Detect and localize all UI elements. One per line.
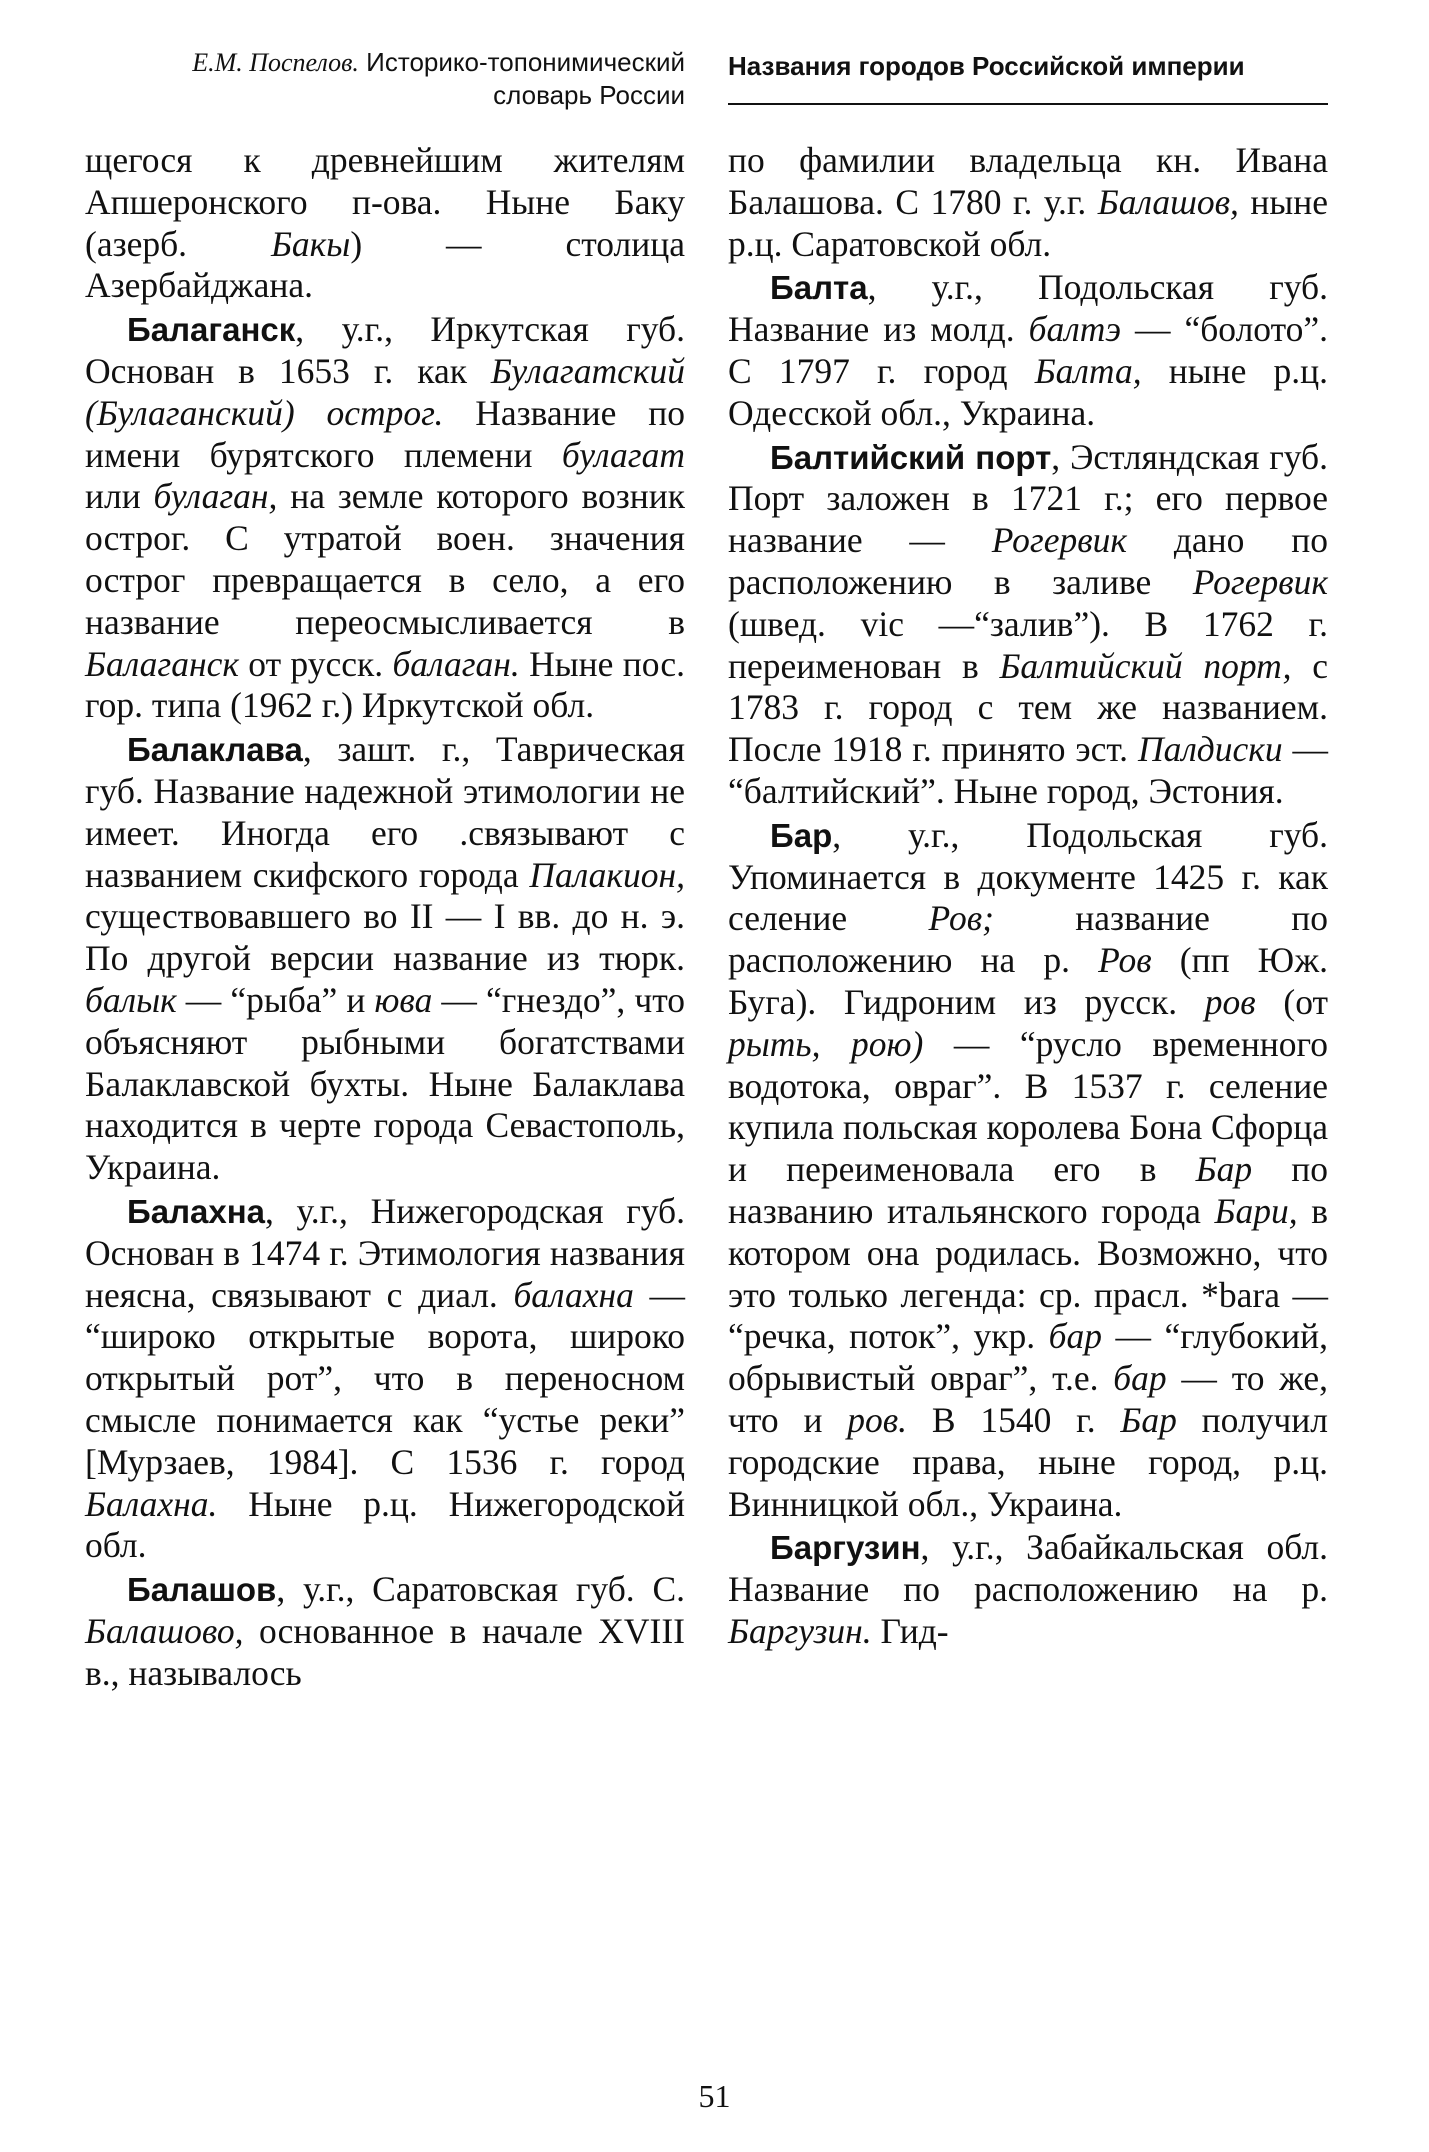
header-book-title-line2: словарь России xyxy=(493,80,685,110)
running-header-left xyxy=(85,46,685,111)
right-column xyxy=(728,140,1328,1655)
entry-baltic-port: Балтийский порт, Эстляндская губ. Порт заложен в 1721 г.; его первое название — Рогервик дано по расположению в заливе Рогервик (швед. vic —“залив”). В 1762 г. переименован в Балтийский порт, с 1783 г. город с тем же названием. После 1918 г. принято эст. Палдиски — “балтийский”. Ныне город, Эстония. xyxy=(728,436,1329,811)
entry-balta: Балта, у.г., Подольская губ. Название из молд. балтэ — “болото”. С 1797 г. город Балта, ныне р.ц. Одесской обл., Украина. xyxy=(728,267,1329,433)
headword: Балахна xyxy=(127,1192,266,1230)
header-book-title-line1: Историко-топонимический xyxy=(366,47,685,77)
running-header-right: Названия городов Российской империи xyxy=(728,51,1245,81)
entry-balagansk: Балаганск, у.г., Иркутская губ. Основан в 1653 г. как Булагатский (Булаганский) острог. Название по имени бурятского племени булагат или булаган, на земле которого возник острог. С утратой воен. значения острог превращается в село, а его название переосмысливается в Балаганск от русск. балаган. Ныне пос. гор. типа (1962 г.) Иркутской обл. xyxy=(85,309,685,726)
header-author: Е.М. Поспелов. xyxy=(192,48,359,77)
page-number: 51 xyxy=(698,2078,731,2114)
entry-balakhna: Балахна, у.г., Нижегородская губ. Основан в 1474 г. Этимология названия неясна, связывают с диал. балахна — “широко открытые ворота, широко открытый рот”, что в переносном смысле понимается как “устье реки” [Мурзаев, 1984]. С 1536 г. город Балахна. Ныне р.ц. Нижегородской обл. xyxy=(85,1190,685,1566)
headword: Балаганск xyxy=(127,311,296,349)
headword: Балта xyxy=(770,269,868,307)
entry-balaklava: Балаклава, зашт. г., Таврическая губ. Название надежной этимологии не имеет. Иногда его .связывают с названием скифского города Палакион, существовавшего во II — I вв. до н. э. По другой версии название из тюрк. балык — “рыба” и юва — “гнездо”, что объясняют рыбными богатствами Балаклавской бухты. Ныне Балаклава находится в черте города Севастополь, Украина. xyxy=(85,729,685,1188)
entry-barguzin: Баргузин, у.г., Забайкальская обл. Название по расположению на р. Баргузин. Гид- xyxy=(728,1527,1328,1651)
headword: Балашов xyxy=(127,1571,277,1609)
left-column xyxy=(85,140,685,1696)
headword: Балтийский порт xyxy=(770,438,1052,476)
headword: Балаклава xyxy=(127,731,303,769)
headword: Баргузин xyxy=(770,1529,921,1567)
continued-entry-balashov: по фамилии владельца кн. Ивана Балашова. С 1780 г. у.г. Балашов, ныне р.ц. Саратовской обл. xyxy=(728,140,1328,264)
header-rule xyxy=(728,103,1328,105)
continued-entry-baku: щегося к древнейшим жителям Апшеронского п-ова. Ныне Баку (азерб. Бакы) — столица Азербайджана. xyxy=(85,140,686,306)
entry-bar: Бар, у.г., Подольская губ. Упоминается в документе 1425 г. как селение Ров; название по расположению на р. Ров (пп Юж. Буга). Гидроним из русск. ров (от рыть, рою) — “русло временного водотока, овраг”. В 1537 г. селение купила польская королева Бона Сфорца и переименовала его в Бар по названию итальянского города Бари, в котором она родилась. Возможно, что это только легенда: ср. прасл. *bara — “речка, поток”, укр. бар — “глубокий, обрывистый овраг”, т.е. бар — то же, что и ров. В 1540 г. Бар получил городские права, ныне город, р.ц. Винницкой обл., Украина. xyxy=(728,814,1328,1524)
headword: Бар xyxy=(770,816,833,854)
entry-balashov: Балашов, у.г., Саратовская губ. С. Балашово, основанное в начале XVIII в., называлось xyxy=(85,1569,685,1693)
